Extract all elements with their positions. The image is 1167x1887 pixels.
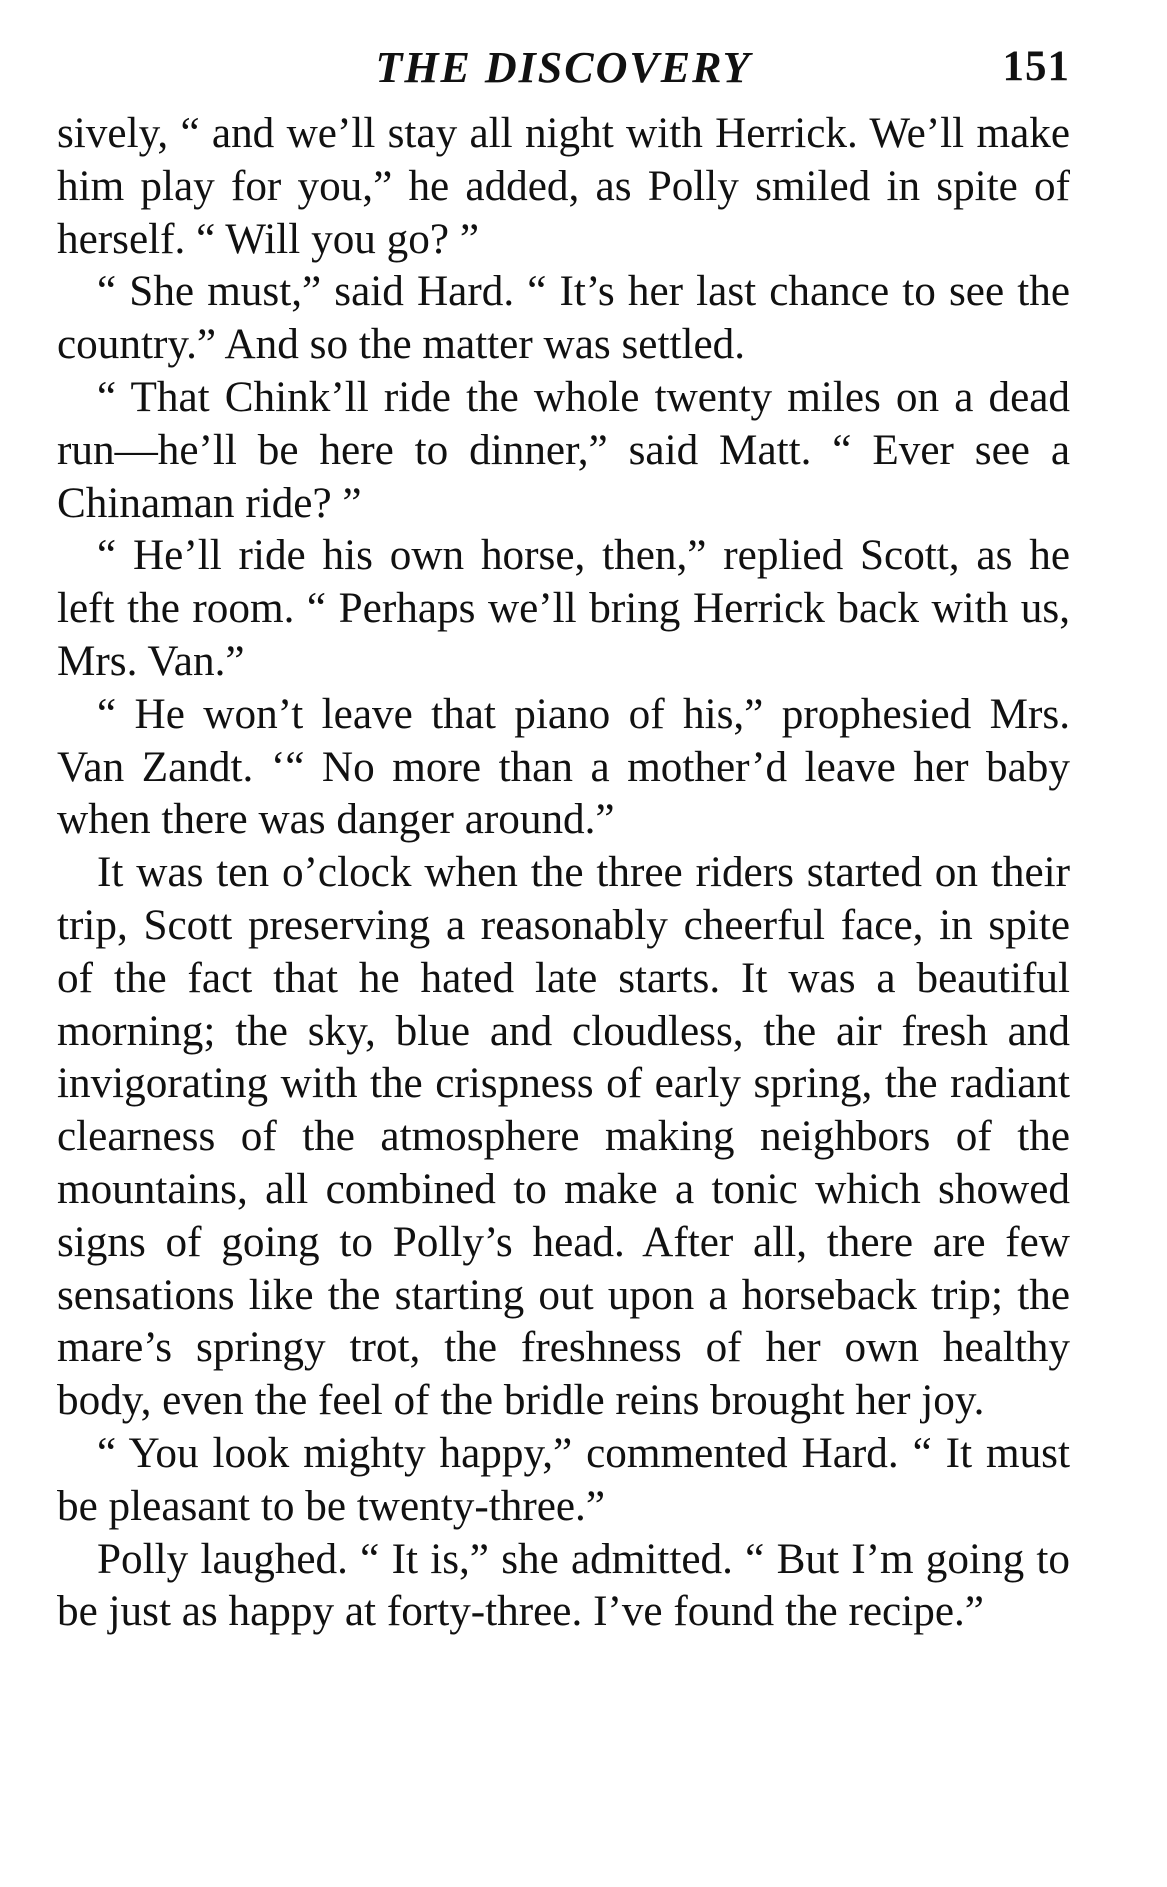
paragraph: “ That Chink’ll ride the whole twenty miles on a dead run—he’ll be here to dinner,” said Matt. “ Ever see a Chinaman ride? ” [57,373,1070,527]
book-page [57,42,1070,1639]
page-number: 151 [1002,43,1070,90]
paragraph: It was ten o’clock when the three riders started on their trip, Scott preserving a reasonably cheerful face, in spite of the fact that he hated late starts. It was a beautiful morning; the sky, blue and cloudless, the air fresh and invigorating with the crispness of early spring, the radiant clearness of the atmosphere making neighbors of the mountains, all combined to make a tonic which showed signs of going to Polly’s head. After all, there are few sensations like the starting out upon a horseback trip; the mare’s springy trot, the freshness of her own healthy body, even the feel of the bridle reins brought her joy. [57,849,1070,1425]
page-header [57,42,1070,106]
paragraph: Polly laughed. “ It is,” she admitted. “ But I’m going to be just as happy at forty-three. I’ve found the recipe.” [57,1535,1070,1636]
paragraph: “ You look mighty happy,” commented Hard. “ It must be pleasant to be twenty-three.” [57,1429,1070,1530]
paragraph: “ He won’t leave that piano of his,” prophesied Mrs. Van Zandt. ‘“ No more than a mother’d leave her baby when there was danger around.” [57,690,1070,844]
paragraph: “ She must,” said Hard. “ It’s her last chance to see the country.” And so the matter was settled. [57,268,1070,369]
body-text [57,108,1070,1639]
paragraph: “ He’ll ride his own horse, then,” replied Scott, as he left the room. “ Perhaps we’ll bring Herrick back with us, Mrs. Van.” [57,532,1070,685]
running-title: THE DISCOVERY [375,43,752,92]
paragraph: sively, “ and we’ll stay all night with Herrick. We’ll make him play for you,” he added, as Polly smiled in spite of herself. “ Will you go? ” [57,110,1070,263]
